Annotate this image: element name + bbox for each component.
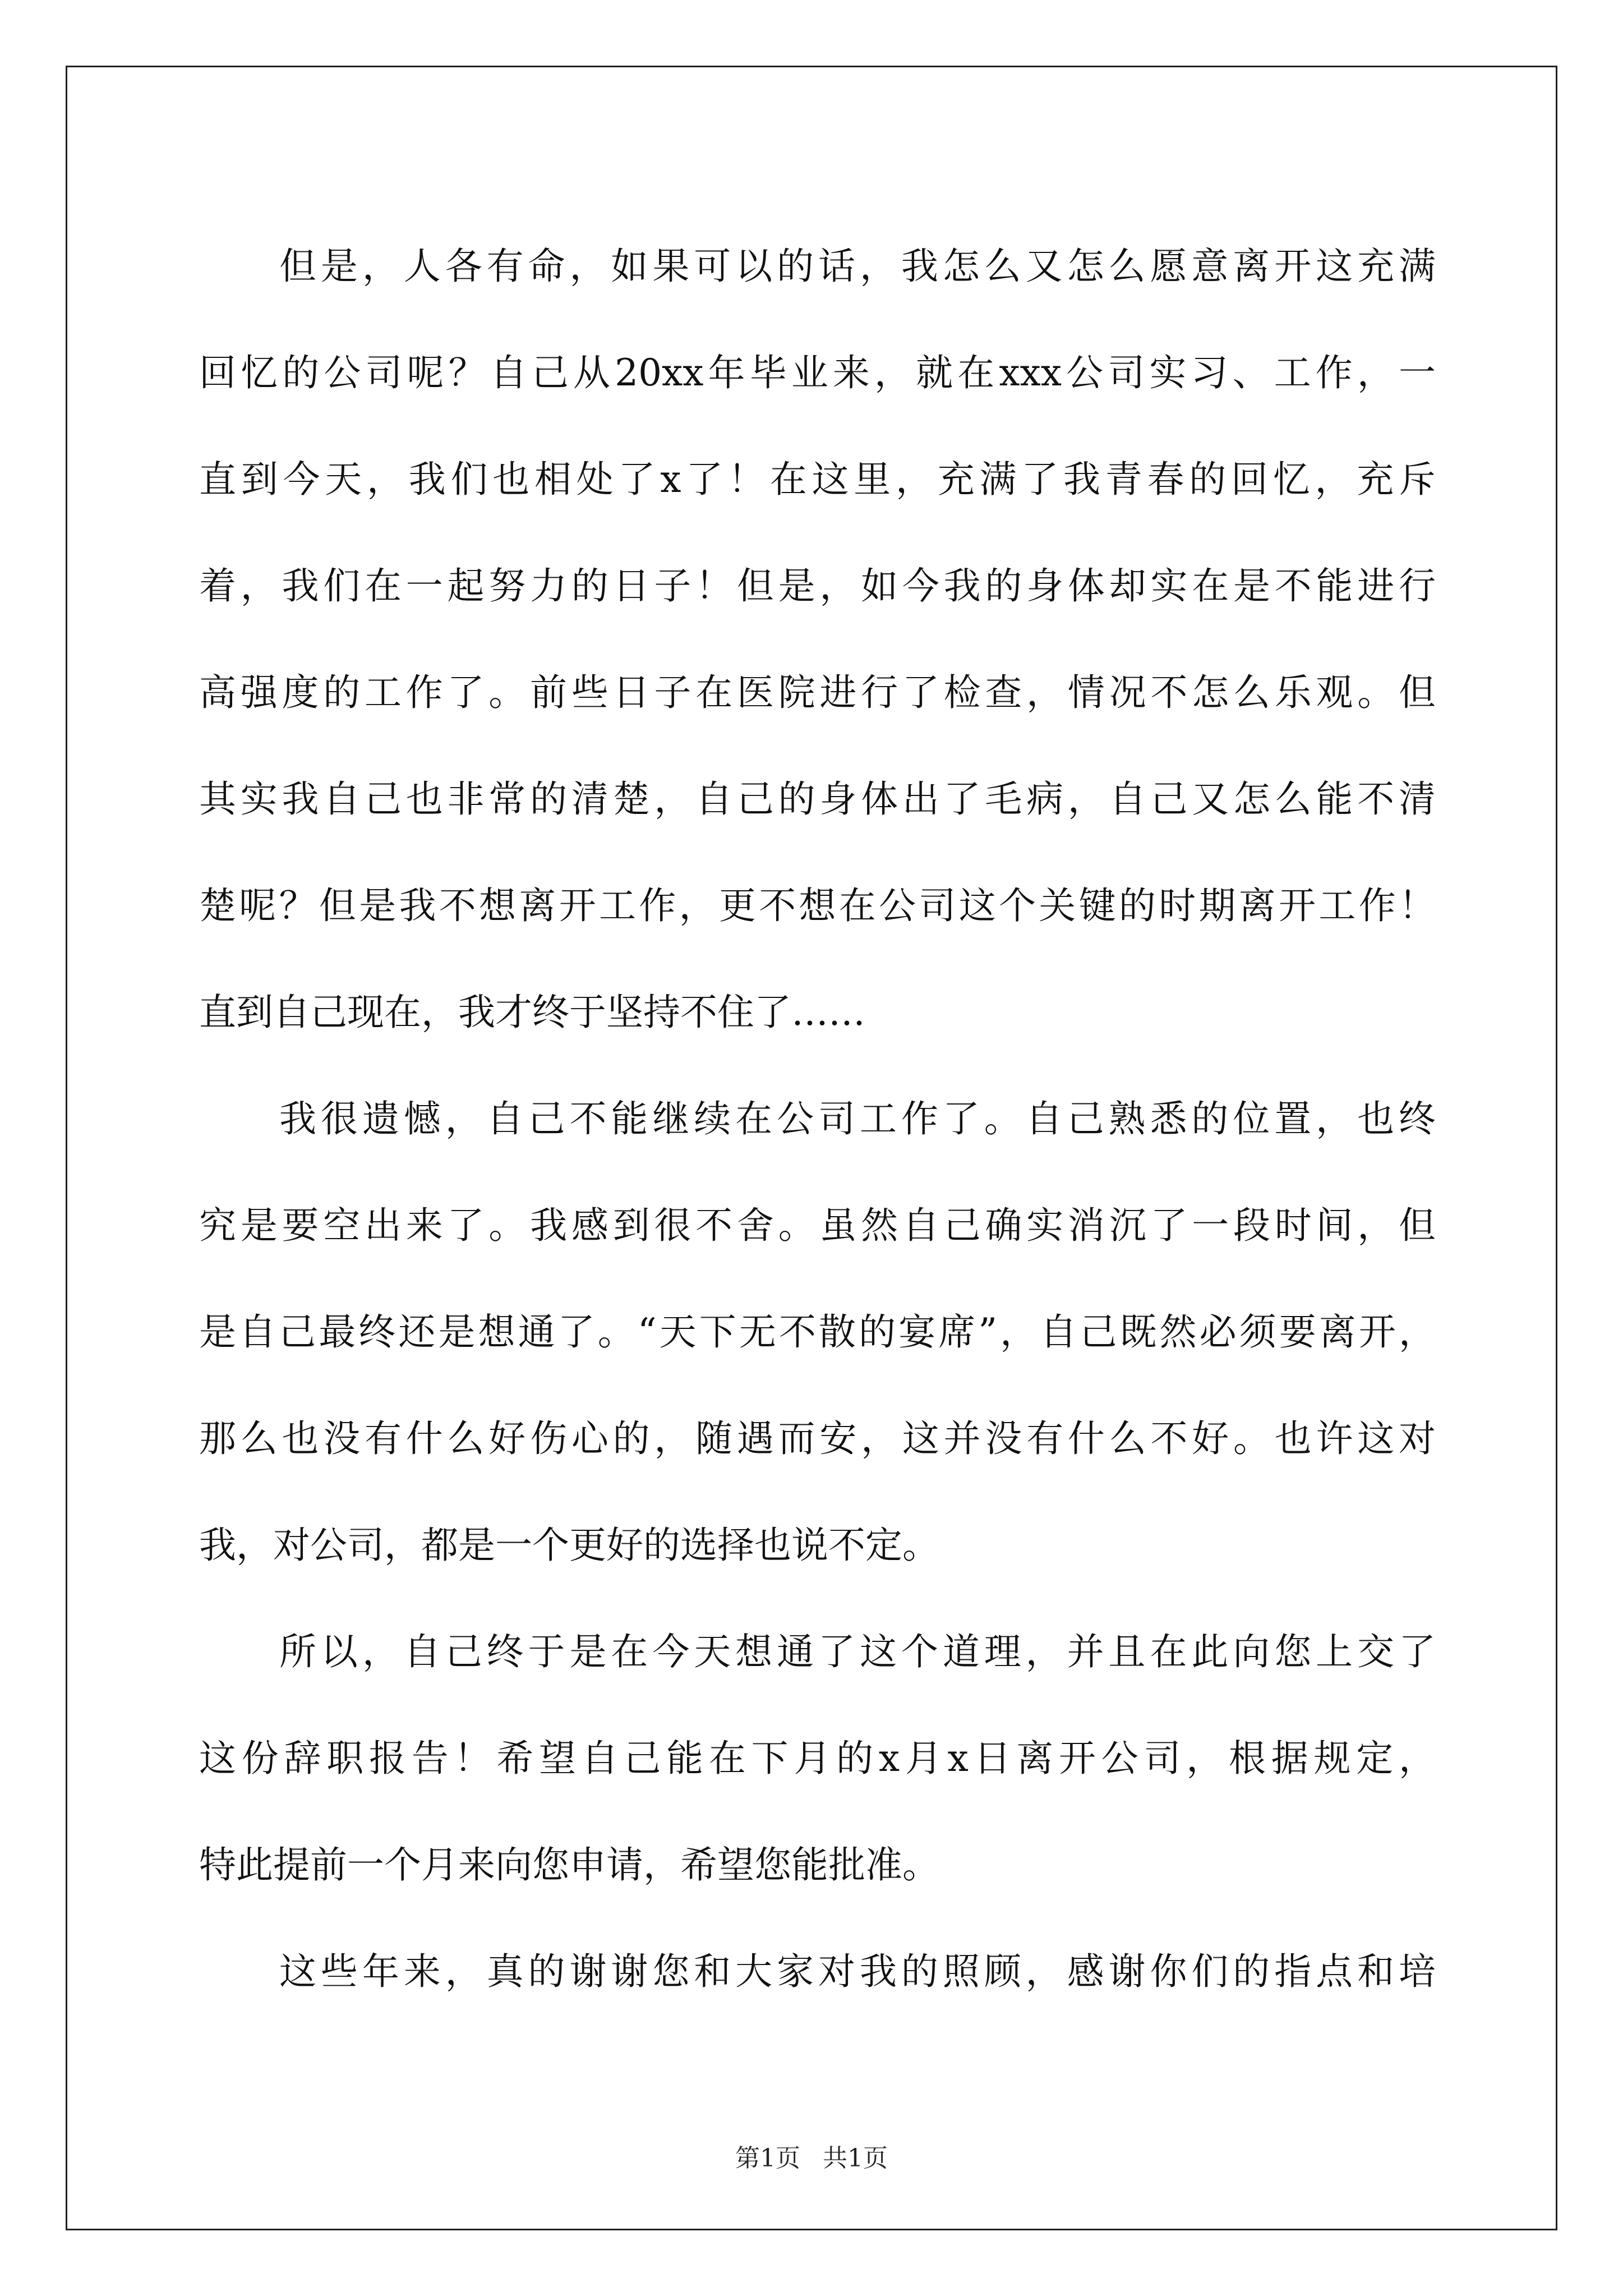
document-body	[199, 213, 1436, 2025]
page-total: 共1页	[823, 2144, 888, 2173]
text-line: 所以，自己终于是在今天想通了这个道理，并且在此向您上交了	[279, 1630, 1436, 1673]
text-line: 我很遗憾，自己不能继续在公司工作了。自己熟悉的位置，也终	[279, 1097, 1436, 1140]
page-footer	[0, 2142, 1623, 2175]
text-line: 着，我们在一起努力的日子！但是，如今我的身体却实在是不能进行	[199, 564, 1436, 608]
text-line: 这些年来，真的谢谢您和大家对我的照顾，感谢你们的指点和培	[279, 1950, 1436, 1993]
text-line: 是自己最终还是想通了。“天下无不散的宴席”，自己既然必须要离开，	[199, 1310, 1436, 1354]
text-line: 我，对公司，都是一个更好的选择也说不定。	[199, 1524, 939, 1567]
text-line: 但是，人各有命，如果可以的话，我怎么又怎么愿意离开这充满	[279, 245, 1436, 288]
text-line: 其实我自己也非常的清楚，自己的身体出了毛病，自己又怎么能不清	[199, 777, 1436, 821]
text-line: 究是要空出来了。我感到很不舍。虽然自己确实消沉了一段时间，但	[199, 1204, 1436, 1247]
text-line: 高强度的工作了。前些日子在医院进行了检查，情况不怎么乐观。但	[199, 671, 1436, 714]
text-line: 直到今天，我们也相处了x了！在这里，充满了我青春的回忆，充斥	[199, 458, 1436, 501]
text-line: 那么也没有什么好伤心的，随遇而安，这并没有什么不好。也许这对	[199, 1417, 1436, 1460]
text-line: 特此提前一个月来向您申请，希望您能批准。	[199, 1843, 939, 1887]
text-line: 这份辞职报告！希望自己能在下月的x月x日离开公司，根据规定，	[199, 1737, 1436, 1780]
text-line: 楚呢？但是我不想离开工作，更不想在公司这个关键的时期离开工作！	[199, 884, 1436, 927]
text-line: 直到自己现在，我才终于坚持不住了……	[199, 991, 865, 1034]
page-number: 第1页	[735, 2144, 800, 2173]
text-line: 回忆的公司呢？自己从20xx年毕业来，就在xxx公司实习、工作，一	[199, 351, 1436, 394]
